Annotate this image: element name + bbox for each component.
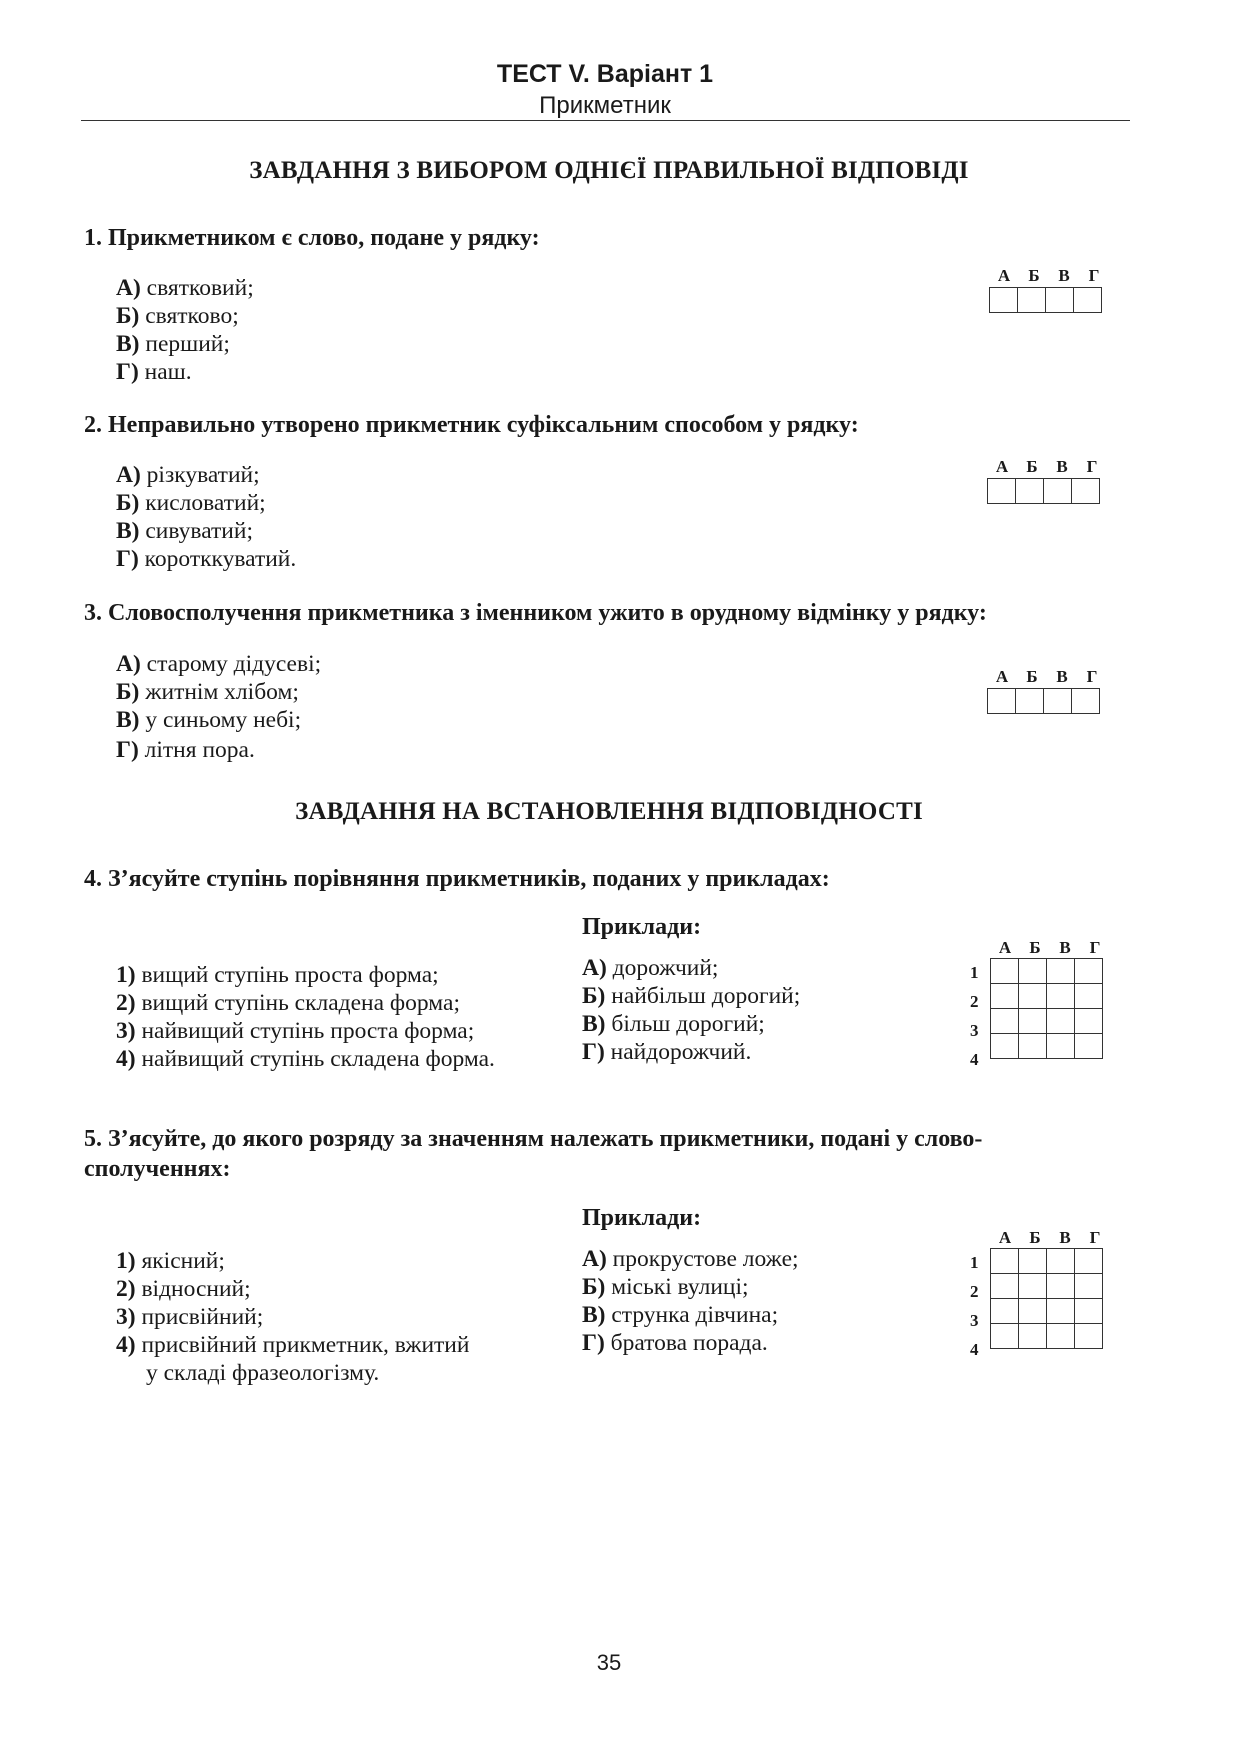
answer-cell[interactable]	[991, 1324, 1019, 1349]
q5-item-1: 1) якісний;	[116, 1248, 225, 1274]
header-divider	[81, 120, 1130, 121]
q1-options	[116, 274, 254, 386]
q2-grid-letters: А Б В Г	[995, 457, 1098, 476]
q4-examples	[582, 954, 800, 1066]
page-subtitle: Прикметник	[539, 92, 671, 119]
q4-item-4: 4) найвищий ступінь складена форма.	[116, 1046, 495, 1072]
answer-cell[interactable]	[1047, 1034, 1075, 1059]
q2-answer-grid[interactable]	[987, 478, 1100, 504]
answer-cell[interactable]	[1047, 984, 1075, 1009]
q4-examples-label: Приклади:	[582, 914, 702, 940]
q5-items	[116, 1247, 469, 1387]
answer-cell[interactable]	[1019, 1249, 1047, 1274]
answer-cell[interactable]	[1074, 288, 1102, 313]
answer-cell[interactable]	[1075, 1009, 1103, 1034]
q3-option-d: Г) літня пора.	[116, 737, 255, 763]
answer-cell[interactable]	[1047, 1324, 1075, 1349]
q5-item-4: 4) присвійний прикметник, вжитий	[116, 1332, 470, 1358]
page-number: 35	[596, 1650, 622, 1675]
answer-cell[interactable]	[1019, 1299, 1047, 1324]
q1-grid-letters: А Б В Г	[997, 266, 1100, 285]
answer-cell[interactable]	[1046, 288, 1074, 313]
answer-cell[interactable]	[1019, 984, 1047, 1009]
q1-option-a: А) святковий;	[116, 275, 254, 301]
answer-cell[interactable]	[1075, 1324, 1103, 1349]
answer-cell[interactable]	[1075, 1299, 1103, 1324]
answer-cell[interactable]	[1075, 959, 1103, 984]
q4-answer-grid[interactable]	[990, 958, 1103, 1059]
answer-cell[interactable]	[991, 1299, 1019, 1324]
q4-example-d: Г) найдорожчий.	[582, 1039, 752, 1065]
q1-answer-grid[interactable]	[989, 287, 1102, 313]
answer-cell[interactable]	[1019, 1034, 1047, 1059]
answer-cell[interactable]	[1019, 1324, 1047, 1349]
answer-cell[interactable]	[1019, 959, 1047, 984]
q3-options	[116, 650, 321, 764]
q5-item-4-continuation: у складі фразеологізму.	[146, 1360, 380, 1386]
answer-cell[interactable]	[988, 689, 1016, 714]
q5-item-3: 3) присвійний;	[116, 1304, 264, 1330]
q2-option-a: А) різкуватий;	[116, 462, 260, 488]
q2-option-b: Б) кисловатий;	[116, 490, 266, 516]
q4-row-numbers: 1 2 3 4	[970, 963, 979, 1069]
answer-cell[interactable]	[991, 1249, 1019, 1274]
q3-answer-grid[interactable]	[987, 688, 1100, 714]
question-3: 3. Словосполучення прикметника з іменником ужито в орудному відмінку у рядку:	[84, 600, 987, 626]
q4-item-2: 2) вищий ступінь складена форма;	[116, 990, 460, 1016]
q5-example-c: В) струнка дівчина;	[582, 1302, 779, 1328]
q1-option-d: Г) наш.	[116, 359, 192, 385]
answer-cell[interactable]	[991, 1034, 1019, 1059]
q5-grid-letters: А Б В Г	[998, 1228, 1101, 1247]
section-title-matching: ЗАВДАННЯ НА ВСТАНОВЛЕННЯ ВІДПОВІДНОСТІ	[295, 798, 923, 825]
question-5	[84, 1124, 1132, 1184]
answer-cell[interactable]	[991, 1009, 1019, 1034]
q5-examples	[582, 1245, 799, 1357]
answer-cell[interactable]	[1016, 689, 1044, 714]
answer-cell[interactable]	[1075, 1249, 1103, 1274]
q2-option-c: В) сивуватий;	[116, 518, 253, 544]
section-title-single-choice: ЗАВДАННЯ З ВИБОРОМ ОДНІЄЇ ПРАВИЛЬНОЇ ВІДПОВІДІ	[249, 157, 969, 184]
answer-cell[interactable]	[1047, 1249, 1075, 1274]
q4-example-b: Б) найбільш дорогий;	[582, 983, 801, 1009]
q2-options	[116, 461, 296, 573]
q3-grid-letters: А Б В Г	[995, 667, 1098, 686]
q5-answer-grid[interactable]	[990, 1248, 1103, 1349]
answer-cell[interactable]	[1047, 959, 1075, 984]
answer-cell[interactable]	[1044, 479, 1072, 504]
answer-cell[interactable]	[991, 984, 1019, 1009]
q4-items	[116, 961, 495, 1073]
answer-cell[interactable]	[1047, 1009, 1075, 1034]
q2-option-d: Г) коротккуватий.	[116, 546, 297, 572]
answer-cell[interactable]	[1019, 1274, 1047, 1299]
q3-option-c: В) у синьому небі;	[116, 707, 302, 733]
q5-example-a: А) прокрустове ложе;	[582, 1246, 799, 1272]
q3-option-b: Б) житнім хлібом;	[116, 679, 299, 705]
answer-cell[interactable]	[1075, 1274, 1103, 1299]
answer-cell[interactable]	[991, 1274, 1019, 1299]
answer-cell[interactable]	[988, 479, 1016, 504]
answer-cell[interactable]	[1075, 1034, 1103, 1059]
answer-cell[interactable]	[1047, 1274, 1075, 1299]
answer-cell[interactable]	[1047, 1299, 1075, 1324]
q5-row-numbers: 1 2 3 4	[970, 1253, 979, 1359]
q1-option-c: В) перший;	[116, 331, 230, 357]
q1-option-b: Б) святково;	[116, 303, 239, 329]
q5-example-d: Г) братова порада.	[582, 1330, 768, 1356]
question-4: 4. З’ясуйте ступінь порівняння прикметників, поданих у прикладах:	[84, 866, 830, 892]
question-2: 2. Неправильно утворено прикметник суфіксальним способом у рядку:	[84, 412, 859, 438]
question-1: 1. Прикметником є слово, подане у рядку:	[84, 225, 540, 251]
answer-cell[interactable]	[1075, 984, 1103, 1009]
q4-grid-letters: А Б В Г	[998, 938, 1101, 957]
q5-item-2: 2) відносний;	[116, 1276, 251, 1302]
question-5-line-2: сполученнях:	[84, 1156, 231, 1182]
q5-examples-label: Приклади:	[582, 1205, 702, 1231]
answer-cell[interactable]	[1016, 479, 1044, 504]
answer-cell[interactable]	[991, 959, 1019, 984]
q5-example-b: Б) міські вулиці;	[582, 1274, 749, 1300]
q4-example-c: В) більш дорогий;	[582, 1011, 765, 1037]
answer-cell[interactable]	[1072, 479, 1100, 504]
q4-item-1: 1) вищий ступінь проста форма;	[116, 962, 439, 988]
answer-cell[interactable]	[1018, 288, 1046, 313]
answer-cell[interactable]	[1019, 1009, 1047, 1034]
q4-item-3: 3) найвищий ступінь проста форма;	[116, 1018, 475, 1044]
answer-cell[interactable]	[1044, 689, 1072, 714]
page-title: ТЕСТ V. Варіант 1	[496, 60, 714, 88]
answer-cell[interactable]	[1072, 689, 1100, 714]
question-5-line-1: 5. З’ясуйте, до якого розряду за значенням належать прикметники, подані у слово-	[84, 1126, 983, 1152]
q3-option-a: А) старому дідусеві;	[116, 651, 322, 677]
q4-example-a: А) дорожчий;	[582, 955, 719, 981]
answer-cell[interactable]	[990, 288, 1018, 313]
